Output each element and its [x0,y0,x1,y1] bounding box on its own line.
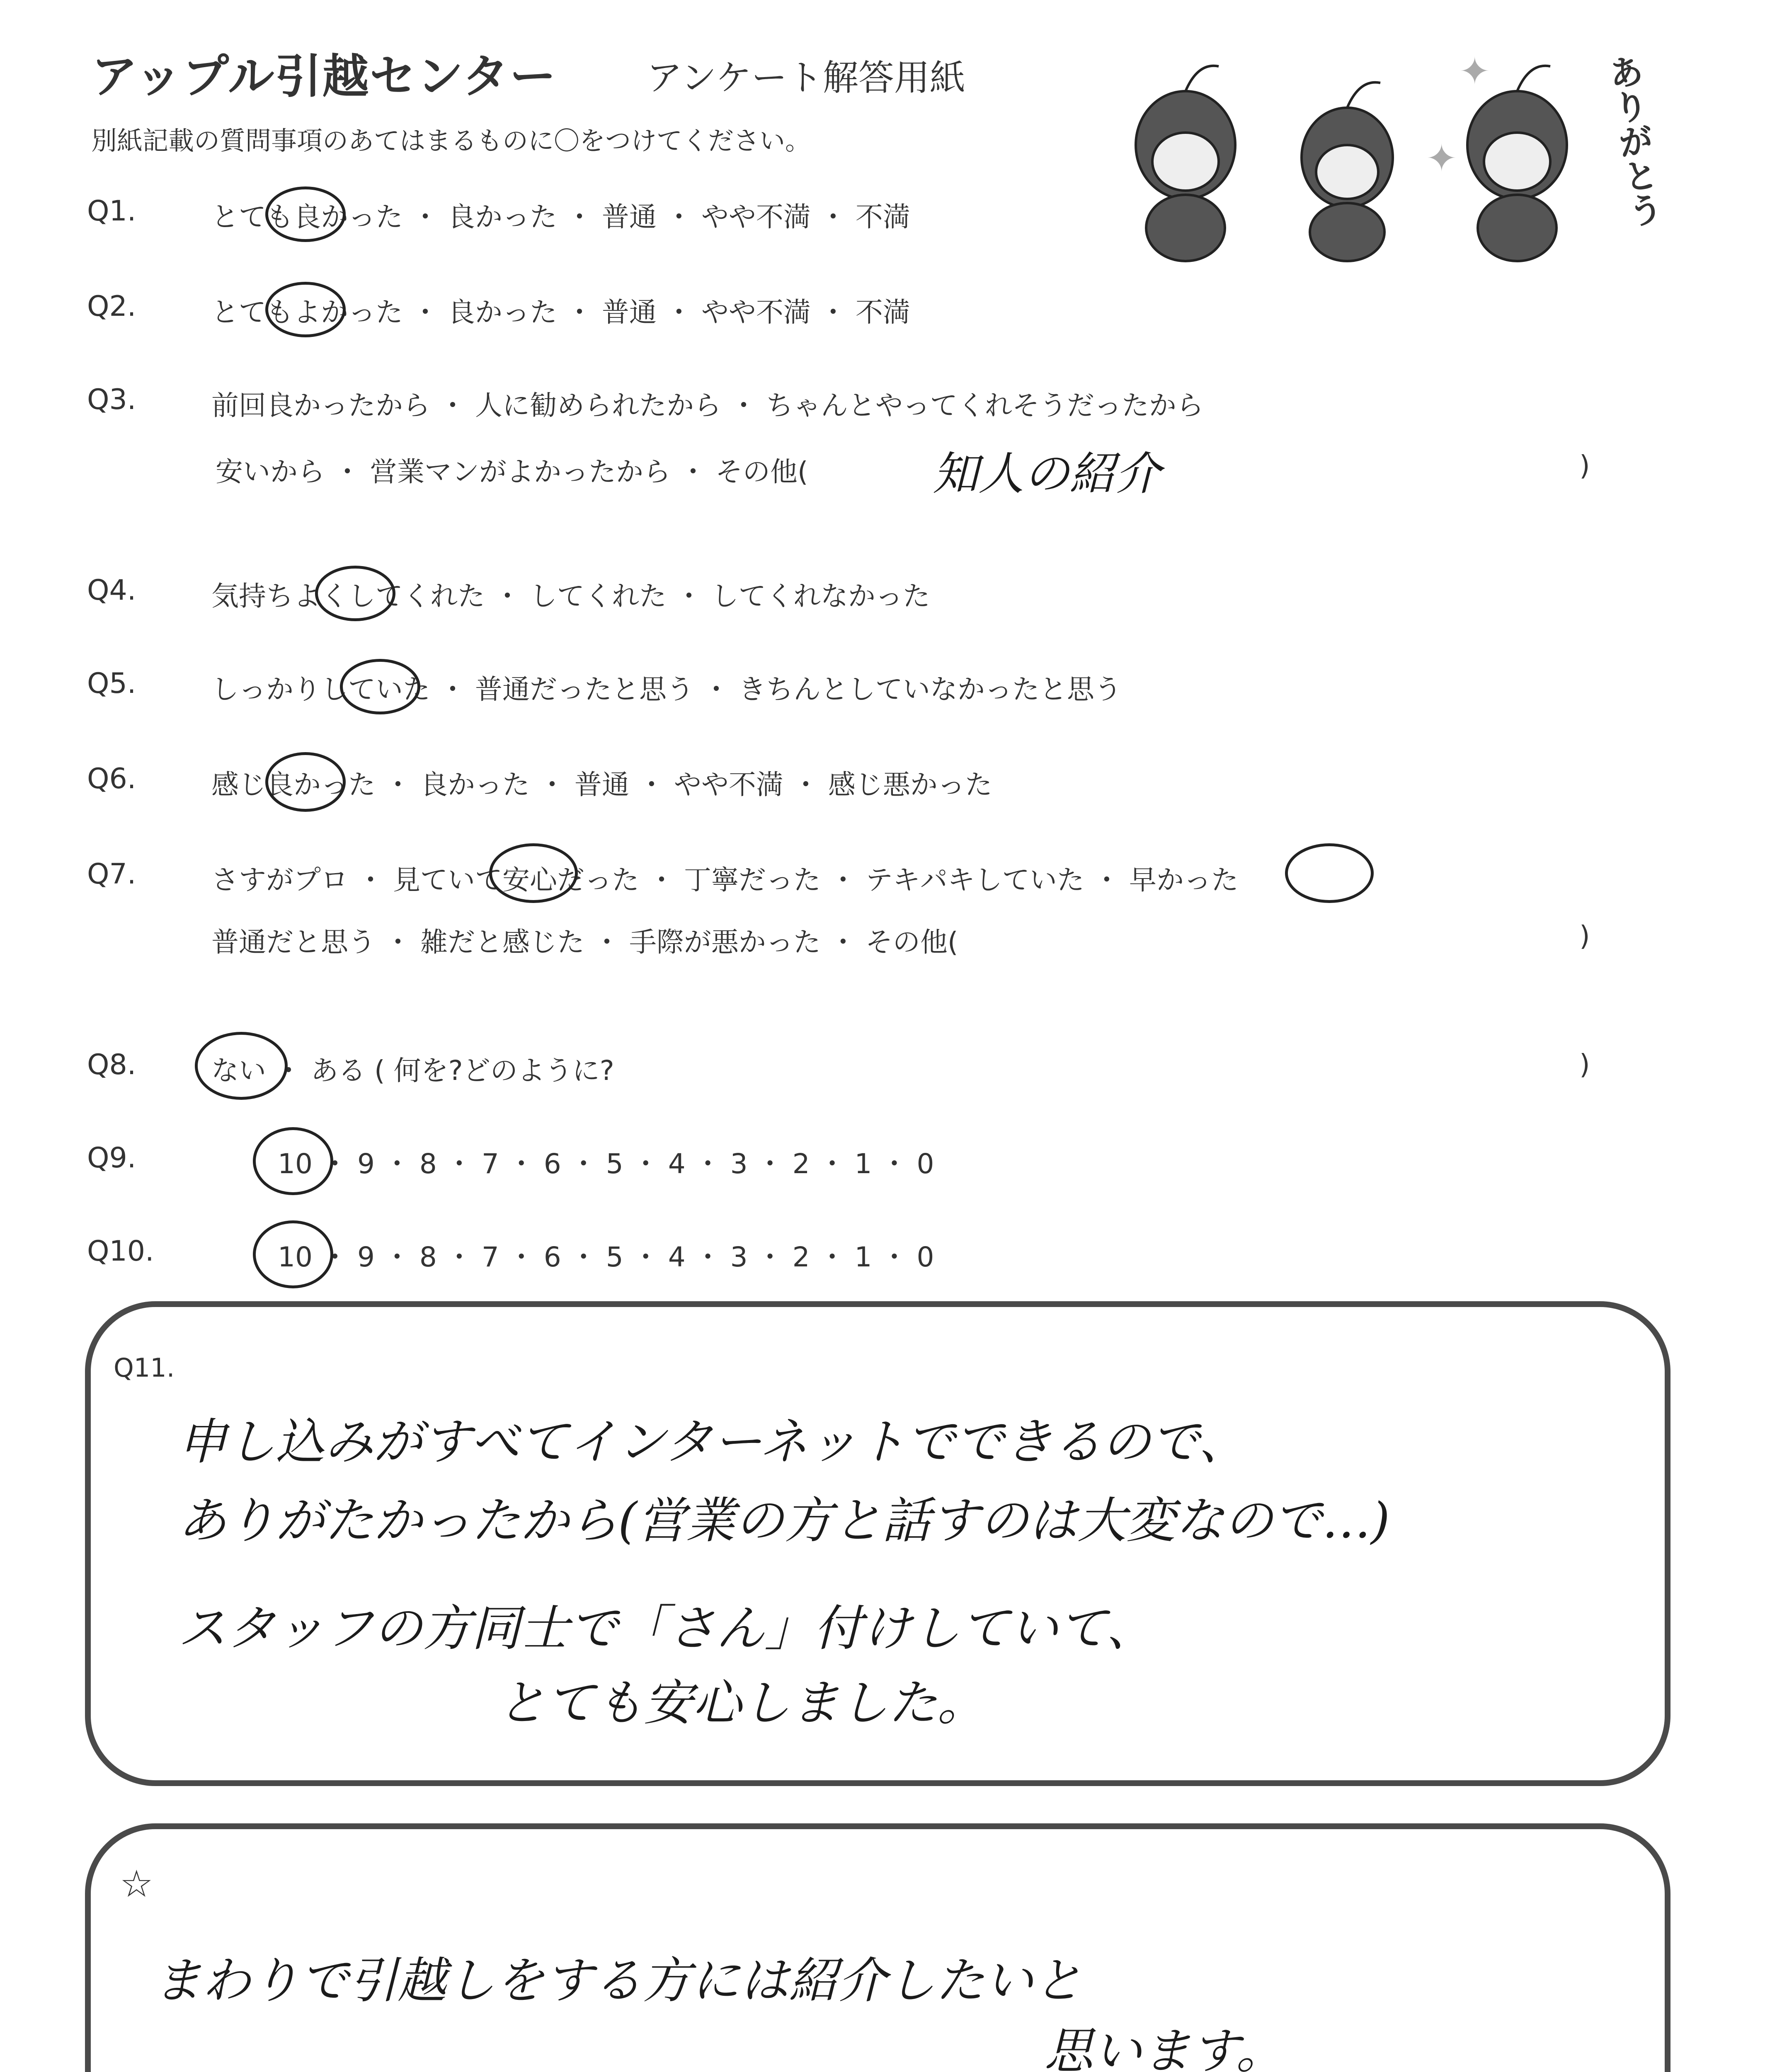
answer-circle-q9 [253,1127,333,1195]
question-q2 [87,290,910,328]
question-label: Q1. [87,195,136,228]
question-label: Q7. [87,858,136,891]
question-q5 [87,667,1122,705]
question-options: 10 ・ 9 ・ 8 ・ 7 ・ 6 ・ 5 ・ 4 ・ 3 ・ 2 ・ 1 ・ 0 [278,1148,934,1180]
answer-circle-q1 [265,186,346,242]
sparkle-icon: ✦ [1459,50,1491,93]
question-label: Q8. [87,1048,136,1081]
q11-label: Q11. [114,1353,175,1383]
question-label: Q3. [87,383,136,416]
comment-line: 思います。 [1044,2022,1285,2072]
answer-circle-q2 [265,282,346,337]
question-options-line2: 普通だと思う ・ 雑だと感じた ・ 手際が悪かった ・ その他( [211,926,958,958]
answer-circle-q10 [253,1220,333,1288]
question-q1 [87,195,910,233]
comment-line: ありがたかったから(営業の方と話すのは大変なので…) [178,1492,1390,1549]
q11-comment-box [85,1301,1670,1786]
comment-line: スタッフの方同士で「さん」付けしていて、 [178,1600,1155,1657]
question-q3 [87,383,1590,500]
question-options: ない ・ ある ( 何を?どのように? [211,1055,614,1087]
question-options: とてもよかった ・ 良かった ・ 普通 ・ やや不満 ・ 不満 [211,296,910,328]
star-icon: ☆ [120,1862,153,1906]
close-paren: ) [1579,450,1590,482]
answer-circle-q7a [489,843,578,903]
monkey-2-icon [1302,82,1393,261]
instruction-text: 別紙記載の質問事項のあてはまるものに〇をつけてください。 [91,126,811,156]
handwritten-answer: 知人の紹介 [933,447,1161,500]
question-q6 [87,762,992,801]
question-q9 [87,1142,934,1180]
question-options: 感じ良かった ・ 良かった ・ 普通 ・ やや不満 ・ 感じ悪かった [211,769,992,801]
additional-comment-box [85,1823,1670,2072]
question-options: しっかりしていた ・ 普通だったと思う ・ きちんとしていなかったと思う [211,673,1122,705]
monkey-mascot-illustration [1103,50,1600,265]
close-paren: ) [1579,920,1590,952]
monkey-1-icon [1136,66,1235,261]
monkey-3-icon [1467,66,1567,261]
question-label: Q9. [87,1142,136,1174]
question-options: 気持ちよくしてくれた ・ してくれた ・ してくれなかった [211,580,930,612]
comment-line: まわりで引越しをする方には紹介したいと [153,1952,1083,2009]
question-options: さすがプロ ・ 見ていて安心だった ・ 丁寧だった ・ テキパキしていた ・ 早かった [211,864,1239,896]
answer-circle-q5 [340,659,420,714]
answer-circle-q7b [1285,843,1374,903]
question-label: Q10. [87,1235,154,1268]
question-q4 [87,574,930,612]
brand-title: アップル引越センター [91,50,557,104]
sparkle-icon: ✦ [1426,137,1457,180]
sheet-subtitle: アンケート解答用紙 [647,57,965,99]
question-options: 10 ・ 9 ・ 8 ・ 7 ・ 6 ・ 5 ・ 4 ・ 3 ・ 2 ・ 1 ・ 0 [278,1241,934,1273]
answer-circle-q8 [195,1032,288,1100]
question-options: 前回良かったから ・ 人に勧められたから ・ ちゃんとやってくれそうだったから [211,390,1204,421]
question-options-line2: 安いから ・ 営業マンがよかったから ・ その他( [216,456,808,488]
question-q7 [87,858,1590,958]
question-q10 [87,1235,934,1273]
comment-line: 申し込みがすべてインターネットでできるので、 [178,1413,1248,1470]
question-label: Q6. [87,762,136,795]
question-options: とても良かった ・ 良かった ・ 普通 ・ やや不満 ・ 不満 [211,201,910,233]
close-paren: ) [1579,1048,1590,1080]
question-label: Q2. [87,290,136,323]
thanks-text: ありがとう [1601,52,1666,230]
question-label: Q5. [87,667,136,700]
comment-line: とても安心しました。 [497,1674,987,1731]
question-q8 [87,1048,1590,1087]
answer-circle-q6 [265,752,346,812]
question-label: Q4. [87,574,136,607]
answer-circle-q4 [315,566,395,621]
